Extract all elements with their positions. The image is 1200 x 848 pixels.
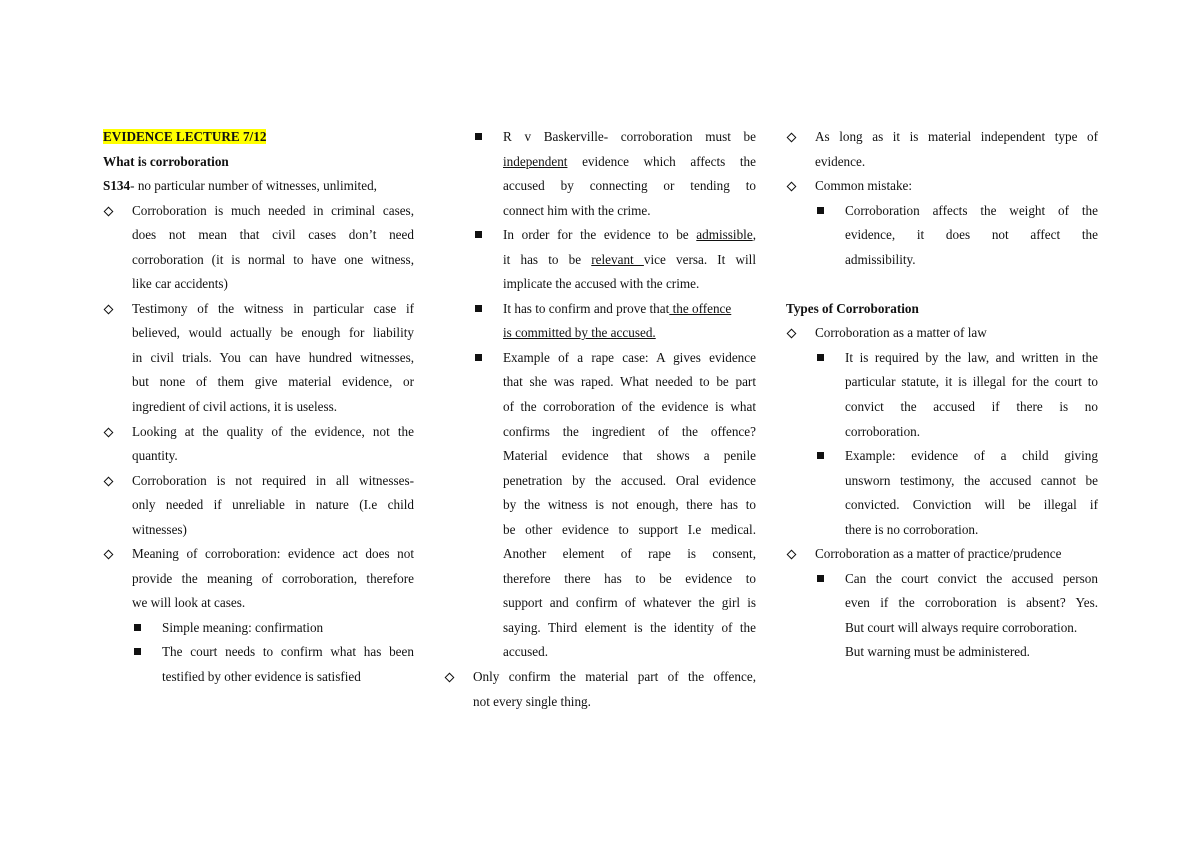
bullet-confirm-offence xyxy=(444,297,756,346)
square-bullet-icon xyxy=(817,452,824,459)
bullet-rape-example xyxy=(444,346,756,665)
section-heading: What is corroboration xyxy=(103,153,229,169)
underlined-term: the offence xyxy=(669,300,732,316)
text-line: support and confirm of whatever the girl is xyxy=(503,595,756,611)
text-line: Corroboration affects the weight of the xyxy=(845,202,1098,218)
text-line: convict the accused if there is no xyxy=(845,399,1098,415)
text-line: Can the court convict the accused person xyxy=(845,570,1098,586)
text-line: Example: evidence of a child giving xyxy=(845,448,1098,464)
text-line: admissibility. xyxy=(845,251,916,267)
text-line: that she was raped. What needed to be part xyxy=(503,374,756,390)
s134-line xyxy=(103,174,414,199)
column-2 xyxy=(444,125,756,714)
text-line: evidence. xyxy=(815,153,866,169)
text-line: Meaning of corroboration: evidence act does not xyxy=(132,546,414,562)
square-bullet-icon xyxy=(475,133,482,140)
text-line xyxy=(503,321,756,346)
square-bullet-icon xyxy=(134,624,141,631)
text-line: not every single thing. xyxy=(473,693,591,709)
text-line: Testimony of the witness in particular case if xyxy=(132,300,414,316)
text-line: accused. xyxy=(503,644,549,660)
text-line: even if the corroboration is absent? Yes. xyxy=(845,595,1098,611)
text-line: Common mistake: xyxy=(815,178,913,194)
text-line: we will look at cases. xyxy=(132,595,246,611)
text-line: but none of them give material evidence, or xyxy=(132,374,414,390)
underlined-term: independent xyxy=(503,153,568,169)
text-line: quantity. xyxy=(132,448,178,464)
sub-bullet-court-confirm xyxy=(103,640,414,689)
bullet-matter-of-law xyxy=(786,321,1098,346)
text-line: implicate the accused with the crime. xyxy=(503,276,700,292)
diamond-bullet-icon xyxy=(787,550,797,560)
bullet-quality xyxy=(103,420,414,469)
text-line: unsworn testimony, the accused cannot be xyxy=(845,472,1098,488)
sub-bullet-simple-meaning xyxy=(103,616,414,641)
sub-bullet-weight xyxy=(786,199,1098,273)
underlined-term: relevant xyxy=(591,251,644,267)
bullet-testimony xyxy=(103,297,414,420)
text-line: But warning must be administered. xyxy=(845,644,1030,660)
square-bullet-icon xyxy=(817,575,824,582)
s134-text: - no particular number of witnesses, unlimited, xyxy=(130,178,377,194)
column-1 xyxy=(103,125,414,690)
text-line: Only confirm the material part of the offence, xyxy=(473,669,756,685)
text-line: Another element of rape is consent, xyxy=(503,546,756,562)
text-line: Looking at the quality of the evidence, not the xyxy=(132,423,414,439)
text-line: does not mean that civil cases don’t need xyxy=(132,227,414,243)
diamond-bullet-icon xyxy=(104,476,114,486)
text-line: particular statute, it is illegal for the court to xyxy=(845,374,1098,390)
diamond-bullet-icon xyxy=(104,206,114,216)
bullet-meaning xyxy=(103,542,414,616)
bullet-admissible xyxy=(444,223,756,297)
text-line: testified by other evidence is satisfied xyxy=(162,669,361,685)
text-line: ingredient of civil actions, it is useless. xyxy=(132,399,338,415)
sub-bullet-required-by-law xyxy=(786,346,1098,444)
text-line: The court needs to confirm what has been xyxy=(162,644,414,660)
text-line: Example of a rape case: A gives evidence xyxy=(503,349,756,365)
text-line: corroboration (it is normal to have one witness, xyxy=(132,251,414,267)
text-line: Corroboration as a matter of practice/prudence xyxy=(815,546,1062,562)
bullet-baskerville xyxy=(444,125,756,223)
text-line: connect him with the crime. xyxy=(503,202,651,218)
bullet-practice-prudence xyxy=(786,542,1098,567)
text-line: Simple meaning: confirmation xyxy=(162,619,324,635)
text-line: like car accidents) xyxy=(132,276,228,292)
bullet-civil-cases xyxy=(103,199,414,297)
text-line: by the witness is not enough, there has to xyxy=(503,497,756,513)
text-line: But court will always require corroboration. xyxy=(845,619,1078,635)
column-3 xyxy=(786,125,1098,665)
text-line: accused by connecting or tending to xyxy=(503,178,756,194)
text-line: therefore there has to be evidence to xyxy=(503,570,756,586)
s134-label: S134 xyxy=(103,178,131,194)
text-line: in civil trials. You can have hundred witnesses, xyxy=(132,349,414,365)
diamond-bullet-icon xyxy=(445,673,455,683)
square-bullet-icon xyxy=(134,648,141,655)
text-line: only needed if unreliable in nature (I.e child xyxy=(132,497,414,513)
text-line: it has to be relevant vice versa. It will xyxy=(503,251,756,267)
text-line: of the corroboration of the evidence is what xyxy=(503,399,756,415)
text-line: witnesses) xyxy=(132,521,187,537)
bullet-common-mistake xyxy=(786,174,1098,199)
text-line: Corroboration is much needed in criminal cases, xyxy=(132,202,414,218)
square-bullet-icon xyxy=(475,231,482,238)
diamond-bullet-icon xyxy=(787,329,797,339)
bullet-material-part xyxy=(444,665,756,714)
text-line: In order for the evidence to be admissible, xyxy=(503,227,756,243)
diamond-bullet-icon xyxy=(104,304,114,314)
square-bullet-icon xyxy=(475,354,482,361)
text-line: evidence, it does not affect the xyxy=(845,227,1098,243)
text-line: believed, would actually be enough for liability xyxy=(132,325,414,341)
square-bullet-icon xyxy=(817,207,824,214)
diamond-bullet-icon xyxy=(104,427,114,437)
bullet-not-required xyxy=(103,469,414,543)
sub-bullet-court-convict xyxy=(786,567,1098,665)
bullet-material-independent xyxy=(786,125,1098,174)
text-line: confirms the ingredient of the offence? xyxy=(503,423,756,439)
diamond-bullet-icon xyxy=(787,133,797,143)
text-line: It is required by the law, and written in the xyxy=(845,349,1098,365)
underlined-term: admissible xyxy=(696,227,753,243)
title-line xyxy=(103,125,414,150)
text-line: penetration by the accused. Oral evidence xyxy=(503,472,756,488)
text-line: be other evidence to support I.e medical. xyxy=(503,521,756,537)
text-line: R v Baskerville- corroboration must be xyxy=(503,129,756,144)
text-line: convicted. Conviction will be illegal if xyxy=(845,497,1098,513)
text-line: there is no corroboration. xyxy=(845,521,979,537)
square-bullet-icon xyxy=(475,305,482,312)
text-line: saying. Third element is the identity of the xyxy=(503,619,756,635)
diamond-bullet-icon xyxy=(787,182,797,192)
text-line: provide the meaning of corroboration, therefore xyxy=(132,570,414,586)
text-line: Corroboration as a matter of law xyxy=(815,325,987,341)
text-line: Material evidence that shows a penile xyxy=(503,448,756,464)
diamond-bullet-icon xyxy=(104,550,114,560)
underlined-term: is committed by the accused. xyxy=(503,325,656,341)
text-line: corroboration. xyxy=(845,423,921,439)
text-line: It has to confirm and prove that the offence xyxy=(503,300,732,316)
text-line: As long as it is material independent type of xyxy=(815,129,1098,144)
sub-bullet-child-example xyxy=(786,444,1098,542)
text-line: Corroboration is not required in all witnesses- xyxy=(132,472,414,488)
types-heading: Types of Corroboration xyxy=(786,300,919,316)
square-bullet-icon xyxy=(817,354,824,361)
text-line: independent evidence which affects the xyxy=(503,153,756,169)
lecture-title: EVIDENCE LECTURE 7/12 xyxy=(103,129,267,144)
